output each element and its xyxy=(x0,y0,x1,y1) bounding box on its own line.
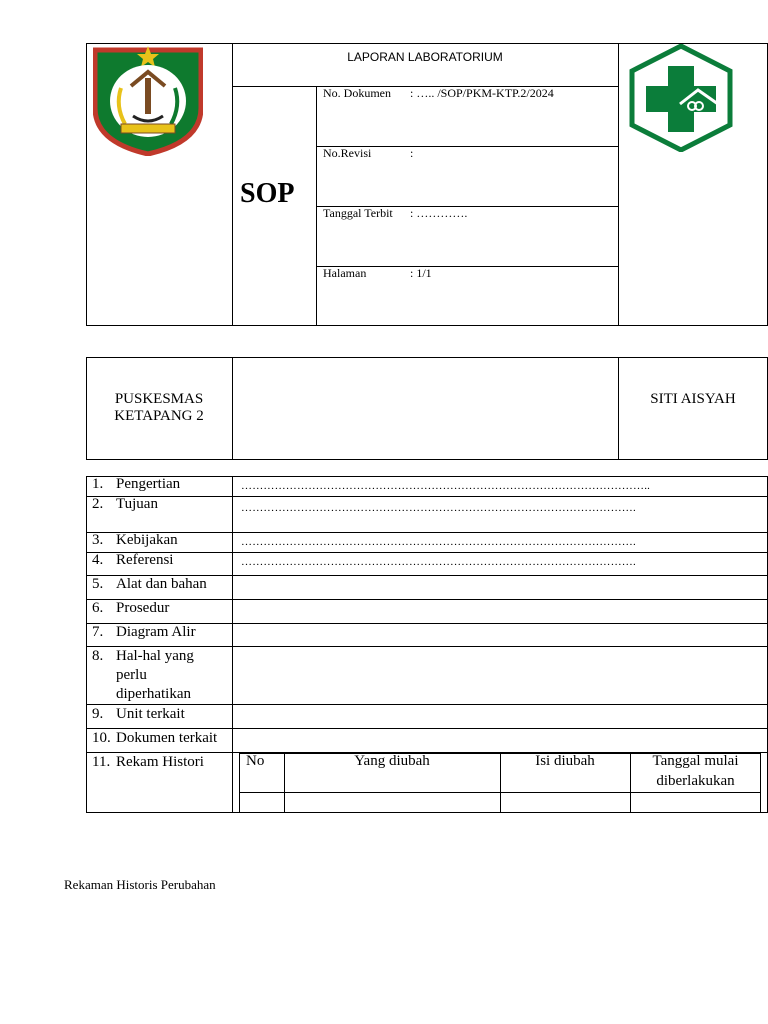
section-label-hal-hal: Hal-hal yang xyxy=(116,648,194,664)
section-num: 3. xyxy=(92,532,104,548)
row-divider xyxy=(86,552,768,553)
puskesmas-green-cross-icon xyxy=(628,44,734,152)
section-label-tujuan: Tujuan xyxy=(116,496,158,512)
field-value-no-revisi: : xyxy=(410,146,414,160)
section-num: 10. xyxy=(92,730,111,746)
section-num: 8. xyxy=(92,648,104,664)
field-label-tanggal-terbit: Tanggal Terbit xyxy=(323,206,393,220)
divider xyxy=(618,357,619,460)
row-divider xyxy=(86,728,768,729)
section-label-pengertian: Pengertian xyxy=(116,476,181,492)
section-num: 7. xyxy=(92,624,104,640)
section-label-alat-dan-bahan: Alat dan bahan xyxy=(116,576,207,592)
field-label-halaman: Halaman xyxy=(323,266,367,280)
section-placeholder-pengertian: ……………………………………………………………………………………………….. xyxy=(241,480,651,492)
puskesmas-name-line1: PUSKESMAS xyxy=(114,391,204,407)
row-divider xyxy=(86,646,768,647)
section-placeholder-referensi: ……………………………………………………………………………………………. xyxy=(241,556,636,568)
divider xyxy=(232,357,233,460)
section-label-diagram-alir: Diagram Alir xyxy=(116,624,196,640)
row-divider xyxy=(86,532,768,533)
history-header-yang-diubah: Yang diubah xyxy=(354,753,430,769)
section-num: 4. xyxy=(92,552,104,568)
section-label-rekam-histori: Rekam Histori xyxy=(116,754,204,770)
section-label-kebijakan: Kebijakan xyxy=(116,532,178,548)
section-label-prosedur: Prosedur xyxy=(116,600,170,616)
section-placeholder-kebijakan: ……………………………………………………………………………………………. xyxy=(241,536,636,548)
footer-caption: Rekaman Historis Perubahan xyxy=(64,877,216,892)
section-label-hal-hal-line2: perlu xyxy=(116,667,147,683)
history-header-tanggal-line1: Tanggal mulai xyxy=(652,753,739,769)
section-label-referensi: Referensi xyxy=(116,552,174,568)
document-title: LAPORAN LABORATORIUM xyxy=(347,50,503,64)
divider xyxy=(232,476,233,813)
field-label-no-dokumen: No. Dokumen xyxy=(323,86,391,100)
divider xyxy=(618,43,619,326)
field-value-halaman: : 1/1 xyxy=(410,266,432,280)
section-label-hal-hal-line3: diperhatikan xyxy=(116,686,191,702)
section-num: 9. xyxy=(92,706,104,722)
row-divider xyxy=(86,704,768,705)
section-num: 1. xyxy=(92,476,104,492)
signatory-name: SITI AISYAH xyxy=(650,391,736,407)
section-label-unit-terkait: Unit terkait xyxy=(116,706,185,722)
history-header-no: No xyxy=(246,753,265,769)
history-header-isi-diubah: Isi diubah xyxy=(535,753,595,769)
section-num: 11. xyxy=(92,754,111,770)
field-value-tanggal-terbit: : …………. xyxy=(410,206,468,220)
history-header-tanggal-line2: diberlakukan xyxy=(656,773,735,789)
puskesmas-name-line2: KETAPANG 2 xyxy=(114,408,204,424)
section-placeholder-tujuan: ……………………………………………………………………………………………. xyxy=(241,502,636,514)
row-divider xyxy=(86,599,768,600)
sop-label: SOP xyxy=(240,178,295,209)
section-label-dokumen-terkait: Dokumen terkait xyxy=(116,730,218,746)
regional-coat-of-arms-icon xyxy=(93,44,203,156)
section-num: 2. xyxy=(92,496,104,512)
field-value-no-dokumen: : ….. /SOP/PKM-KTP.2/2024 xyxy=(410,86,554,100)
row-divider xyxy=(86,496,768,497)
section-num: 5. xyxy=(92,576,104,592)
field-label-no-revisi: No.Revisi xyxy=(323,146,372,160)
section-num: 6. xyxy=(92,600,104,616)
